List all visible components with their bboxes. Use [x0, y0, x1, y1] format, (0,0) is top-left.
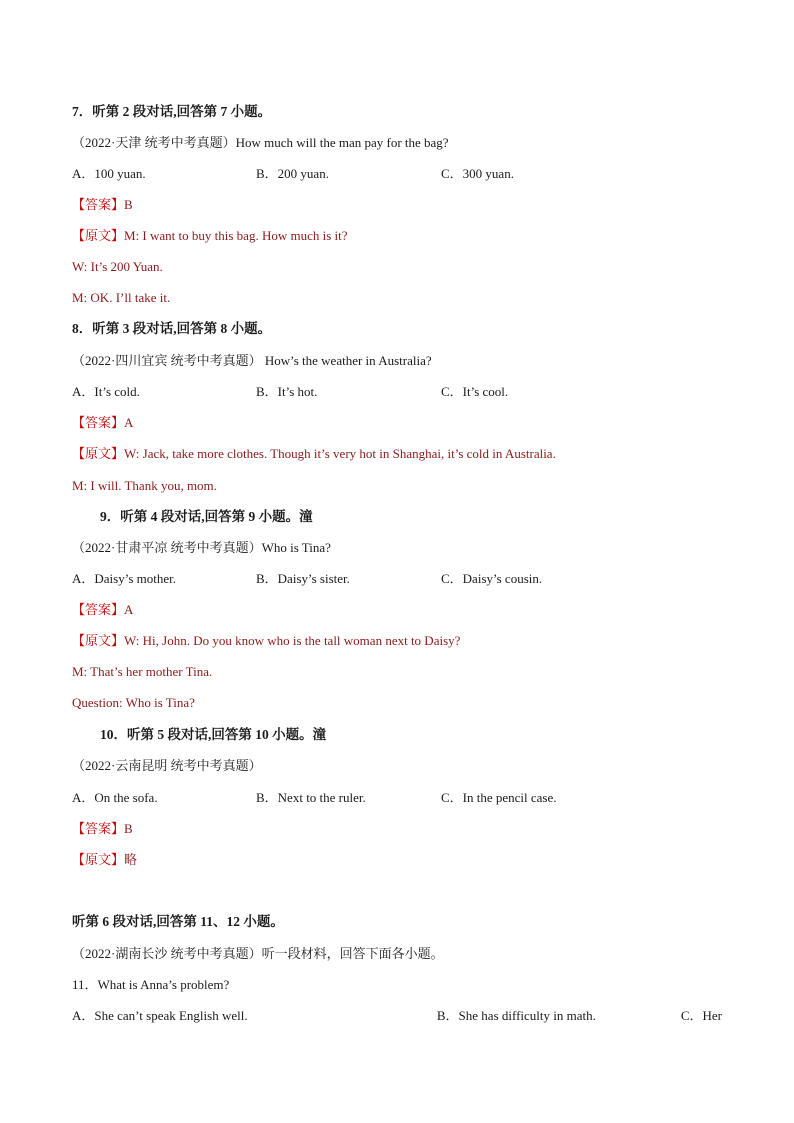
- script-text: W: Hi, John. Do you know who is the tall woman next to Daisy?: [124, 633, 461, 648]
- q7-option-a: A．100 yuan.: [72, 166, 146, 181]
- q8-heading: 8．听第 3 段对话,回答第 8 小题。: [72, 321, 272, 336]
- q9-option-c: C．Daisy’s cousin.: [441, 571, 543, 586]
- q7-options: [72, 165, 722, 183]
- answer-value: B: [124, 821, 133, 836]
- q10-option-c: C．In the pencil case.: [441, 790, 557, 805]
- q9-answer: [72, 601, 722, 619]
- q7-source: （2022·天津 统考中考真题）How much will the man pay for the bag?: [72, 135, 449, 150]
- script-tag: 【原文】: [72, 852, 125, 867]
- answer-tag: 【答案】: [72, 821, 125, 836]
- q8-answer: [72, 414, 722, 432]
- script-text: W: Jack, take more clothes. Though it’s very hot in Shanghai, it’s cold in Australia.: [124, 446, 556, 461]
- answer-value: B: [124, 197, 133, 212]
- q10-heading: 10．听第 5 段对话,回答第 10 小题。潼: [100, 727, 327, 742]
- section6-heading: 听第 6 段对话,回答第 11、12 小题。: [72, 914, 284, 929]
- q11-option-a: A．She can’t speak English well.: [72, 1008, 248, 1023]
- q7-answer: [72, 196, 722, 214]
- q9-source: （2022·甘肃平凉 统考中考真题）Who is Tina?: [72, 540, 331, 555]
- q7-heading: 7．听第 2 段对话,回答第 7 小题。: [72, 104, 272, 119]
- answer-value: A: [124, 602, 134, 617]
- answer-tag: 【答案】: [72, 197, 125, 212]
- script-text: 略: [124, 852, 138, 867]
- q9-heading: 9．听第 4 段对话,回答第 9 小题。潼: [100, 509, 313, 524]
- script-tag: 【原文】: [72, 633, 125, 648]
- script-tag: 【原文】: [72, 446, 125, 461]
- q7-script-line-1: [72, 227, 722, 245]
- q11-option-c: C．Her: [680, 1008, 722, 1023]
- q9-script-line-3: Question: Who is Tina?: [72, 695, 195, 710]
- q11-option-b: B．She has difficulty in math.: [436, 1008, 596, 1023]
- answer-tag: 【答案】: [72, 602, 125, 617]
- q9-options: [72, 570, 722, 588]
- q11-options: [72, 1007, 722, 1025]
- script-tag: 【原文】: [72, 228, 125, 243]
- q8-option-a: A．It’s cold.: [72, 384, 140, 399]
- q7-script-line-3: M: OK. I’ll take it.: [72, 290, 171, 305]
- q10-source: （2022·云南昆明 统考中考真题）: [72, 758, 262, 773]
- q9-script-line-2: M: That’s her mother Tina.: [72, 664, 213, 679]
- q8-script-line-1: [72, 445, 722, 463]
- q8-options: [72, 383, 722, 401]
- q7-option-b: B．200 yuan.: [256, 166, 329, 181]
- q9-script-line-1: [72, 632, 722, 650]
- q8-option-b: B．It’s hot.: [256, 384, 318, 399]
- q9-option-a: A．Daisy’s mother.: [72, 571, 176, 586]
- q9-option-b: B．Daisy’s sister.: [256, 571, 350, 586]
- answer-tag: 【答案】: [72, 415, 125, 430]
- q8-script-line-2: M: I will. Thank you, mom.: [72, 478, 217, 493]
- q7-script-line-2: W: It’s 200 Yuan.: [72, 259, 163, 274]
- script-text: M: I want to buy this bag. How much is it?: [124, 228, 348, 243]
- q10-options: [72, 789, 722, 807]
- q8-option-c: C．It’s cool.: [441, 384, 509, 399]
- q10-option-b: B．Next to the ruler.: [256, 790, 366, 805]
- q10-option-a: A．On the sofa.: [72, 790, 158, 805]
- q11-question: 11．What is Anna’s problem?: [72, 977, 230, 992]
- q8-source: （2022·四川宜宾 统考中考真题） How’s the weather in Australia?: [72, 353, 432, 368]
- section6-source: （2022·湖南长沙 统考中考真题）听一段材料，回答下面各小题。: [72, 946, 444, 961]
- q7-option-c: C．300 yuan.: [441, 166, 514, 181]
- q10-script-line-1: [72, 851, 722, 869]
- answer-value: A: [124, 415, 134, 430]
- q10-answer: [72, 820, 722, 838]
